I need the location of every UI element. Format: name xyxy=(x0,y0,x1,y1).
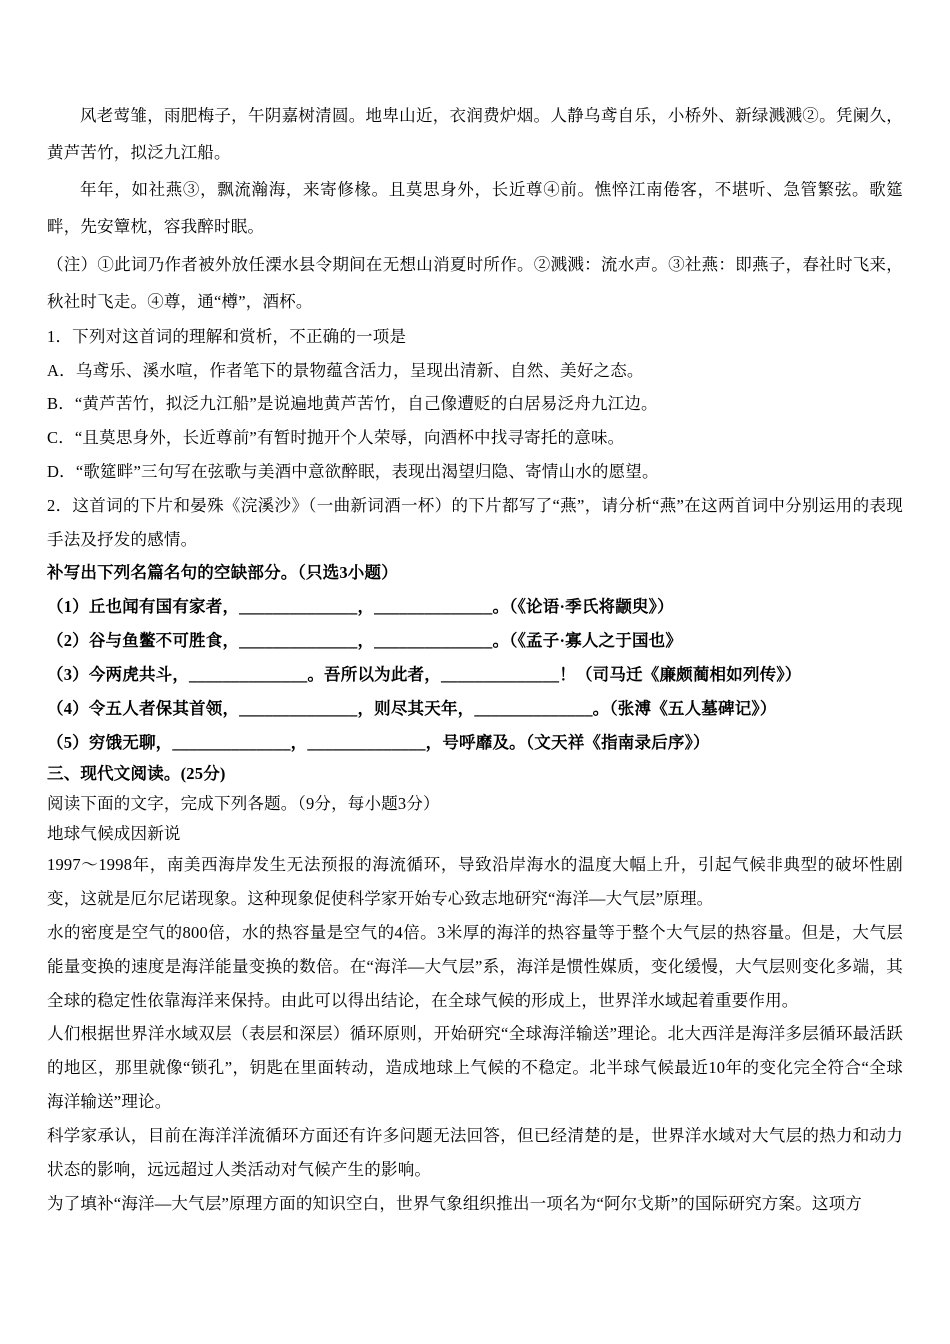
dictation-heading: 补写出下列名篇名句的空缺部分。（只选3小题） xyxy=(47,563,398,583)
question-1-choice-c: C．“且莫思身外，长近尊前”有暂时抛开个人荣辱，向酒杯中找寻寄托的意味。 xyxy=(47,428,625,448)
question-1-choice-d: D．“歌筵畔”三句写在弦歌与美酒中意欲醉眠，表现出渴望归隐、寄情山水的愿望。 xyxy=(47,462,659,481)
reading-section xyxy=(47,759,903,1220)
article-paragraph-4: 科学家承认，目前在海洋洋流循环方面还有许多问题无法回答，但已经清楚的是，世界洋水域对大气层的热力和动力状态的影响，远远超过人类活动对气候产生的影响。 xyxy=(47,1125,903,1179)
dictation-item-4: （4）令五人者保其首领，______________，则尽其天年，______________。（张溥《五人墓碑记》） xyxy=(47,698,777,718)
article-paragraph-1: 1997～1998年，南美西海岸发生无法预报的海流循环，导致沿岸海水的温度大幅上升，引起气候非典型的破坏性剧变，这就是厄尔尼诺现象。这种现象促使科学家开始专心致志地研究“海洋—大气层”原理。 xyxy=(47,855,903,909)
article-title: 地球气候成因新说 xyxy=(47,823,181,843)
poem-stanza-2: 年年，如社燕③，飘流瀚海，来寄修椽。且莫思身外，长近尊④前。憔悴江南倦客，不堪听、急管繁弦。歌筵畔，先安簟枕，容我醉时眠。 xyxy=(47,180,903,237)
article-paragraph-3: 人们根据世界洋水域双层（表层和深层）循环原则，开始研究“全球海洋输送”理论。北大西洋是海洋多层循环最活跃的地区，那里就像“锁孔”，钥匙在里面转动，造成地球上气候的不稳定。北半球气候最近10年的变化完全符合“全球海洋输送”理论。 xyxy=(47,1024,903,1112)
question-1-stem: 1．下列对这首词的理解和赏析，不正确的一项是 xyxy=(47,326,407,346)
article-paragraph-5: 为了填补“海洋—大气层”原理方面的知识空白，世界气象组织推出一项名为“阿尔戈斯”的国际研究方案。这项方 xyxy=(47,1193,862,1213)
question-1-choice-b: B．“黄芦苦竹，拟泛九江船”是说遍地黄芦苦竹，自己像遭贬的白居易泛舟九江边。 xyxy=(47,394,658,414)
dictation-section xyxy=(47,556,903,759)
poem-section xyxy=(47,97,903,320)
dictation-item-1: （1）丘也闻有国有家者，______________，______________。（《论语·季氏将颛臾》） xyxy=(47,597,674,617)
dictation-item-3: （3）今两虎共斗，______________。吾所以为此者，______________！（司马迁《廉颇蔺相如列传》） xyxy=(47,664,802,684)
section-3-instruction: 阅读下面的文字，完成下列各题。（9分，每小题3分） xyxy=(47,794,440,813)
question-1-choice-a: A．乌鸢乐、溪水喧，作者笔下的景物蕴含活力，呈现出清新、自然、美好之态。 xyxy=(47,360,644,380)
dictation-item-5: （5）穷饿无聊，______________，______________，号呼靡及。（文天祥《指南录后序》） xyxy=(47,732,710,752)
dictation-item-2: （2）谷与鱼鳖不可胜食，______________，______________。（《孟子·寡人之于国也》 xyxy=(47,631,683,651)
poem-note: （注）①此词乃作者被外放任溧水县令期间在无想山消夏时所作。②溅溅：流水声。③社燕：即燕子，春社时飞来，秋社时飞走。④尊，通“樽”，酒杯。 xyxy=(47,254,903,311)
question-2: 2．这首词的下片和晏殊《浣溪沙》（一曲新词酒一杯）的下片都写了“燕”，请分析“燕”在这两首词中分别运用的表现手法及抒发的感情。 xyxy=(47,495,903,549)
question-1-section xyxy=(47,320,903,489)
section-3-heading: 三、现代文阅读。(25分) xyxy=(47,764,226,784)
poem-stanza-1: 风老莺雏，雨肥梅子，午阴嘉树清圆。地卑山近，衣润费炉烟。人静乌鸢自乐，小桥外、新绿溅溅②。凭阑久，黄芦苦竹，拟泛九江船。 xyxy=(47,106,903,163)
article-paragraph-2: 水的密度是空气的800倍，水的热容量是空气的4倍。3米厚的海洋的热容量等于整个大气层的热容量。但是，大气层能量变换的速度是海洋能量变换的数倍。在“海洋—大气层”系，海洋是惯性媒质，变化缓慢，大气层则变化多端，其全球的稳定性依靠海洋来保持。由此可以得出结论，在全球气候的形成上，世界洋水域起着重要作用。 xyxy=(47,923,903,1010)
